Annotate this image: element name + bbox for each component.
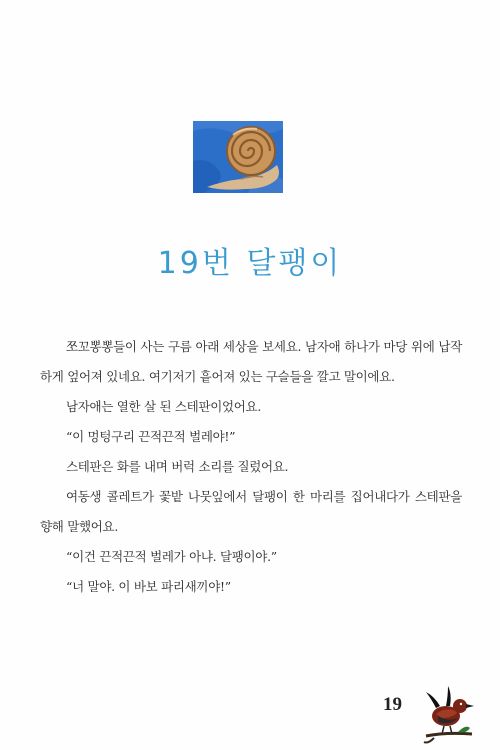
paragraph: 스테판은 화를 내며 버럭 소리를 질렀어요. xyxy=(66,459,289,474)
paragraph: “너 말야. 이 바보 파리새끼야!” xyxy=(66,579,231,594)
bird-ornament xyxy=(418,684,478,746)
snail-icon xyxy=(193,121,283,193)
paragraph: 쪼꼬뽕뽕들이 사는 구름 아래 세상을 보세요. 남자애 하나가 마당 위에 납작하게 엎어져 있네요. 여기저기 흩어져 있는 구슬들을 깔고 말이에요. xyxy=(40,339,462,384)
story-text xyxy=(40,332,462,602)
page-number: 19 xyxy=(383,694,402,715)
paragraph: “이건 끈적끈적 벌레가 아냐. 달팽이야.” xyxy=(66,549,277,564)
paragraph: 남자애는 열한 살 된 스테판이었어요. xyxy=(66,399,261,414)
bird-icon xyxy=(418,684,478,746)
paragraph: 여동생 콜레트가 꽃밭 나뭇잎에서 달팽이 한 마리를 집어내다가 스테판을 향해 말했어요. xyxy=(40,489,462,534)
chapter-title: 19번 달팽이 xyxy=(157,246,343,282)
paragraph: “이 멍텅구리 끈적끈적 벌레야!” xyxy=(66,429,236,444)
snail-illustration xyxy=(193,121,283,193)
